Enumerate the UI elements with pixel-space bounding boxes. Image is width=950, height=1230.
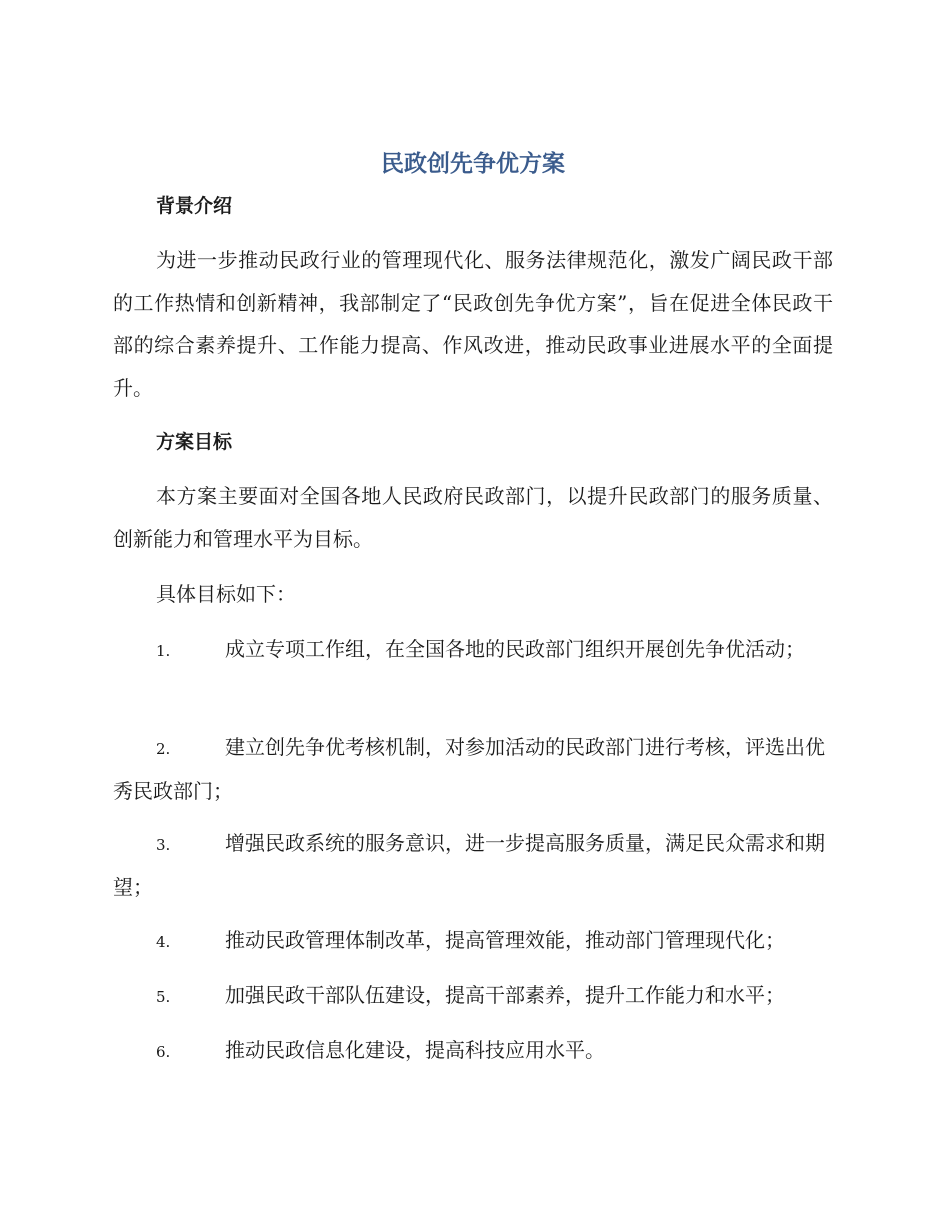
list-item-number: 1. [156, 642, 171, 660]
list-item-text: 建立创先争优考核机制，对参加活动的民政部门进行考核，评选出优秀民政部门； [113, 735, 825, 803]
list-item-number: 2. [156, 740, 171, 758]
document-title: 民政创先争优方案 [381, 151, 565, 177]
list-item-number: 4. [156, 933, 171, 951]
list-item-text: 成立专项工作组，在全国各地的民政部门组织开展创先争优活动； [225, 637, 805, 661]
list-item [113, 974, 833, 1018]
list-item [113, 822, 833, 908]
section-heading-goals: 方案目标 [156, 431, 233, 453]
list-item [113, 628, 833, 672]
list-item [113, 919, 833, 963]
list-item-number: 5. [156, 988, 171, 1006]
list-item-text: 推动民政信息化建设，提高科技应用水平。 [225, 1038, 605, 1062]
list-item-number: 6. [156, 1043, 171, 1061]
list-item-text: 推动民政管理体制改革，提高管理效能，推动部门管理现代化； [225, 928, 785, 952]
section-heading-background: 背景介绍 [156, 195, 233, 217]
list-item-text: 加强民政干部队伍建设，提高干部素养，提升工作能力和水平； [225, 983, 785, 1007]
background-paragraph: 为进一步推动民政行业的管理现代化、服务法律规范化，激发广阔民政干部的工作热情和创新精神，我部制定了“民政创先争优方案”，旨在促进全体民政干部的综合素养提升、工作能力提高、作风改进，推动民政事业进展水平的全面提升。 [113, 248, 833, 400]
goals-intro-paragraph: 本方案主要面对全国各地人民政府民政部门，以提升民政部门的服务质量、创新能力和管理水平为目标。 [113, 484, 833, 551]
list-item [113, 1029, 833, 1073]
list-item-number: 3. [156, 836, 171, 854]
goals-list-intro: 具体目标如下： [156, 582, 296, 606]
list-item-text: 增强民政系统的服务意识，进一步提高服务质量，满足民众需求和期望； [113, 831, 825, 899]
list-item [113, 726, 833, 812]
